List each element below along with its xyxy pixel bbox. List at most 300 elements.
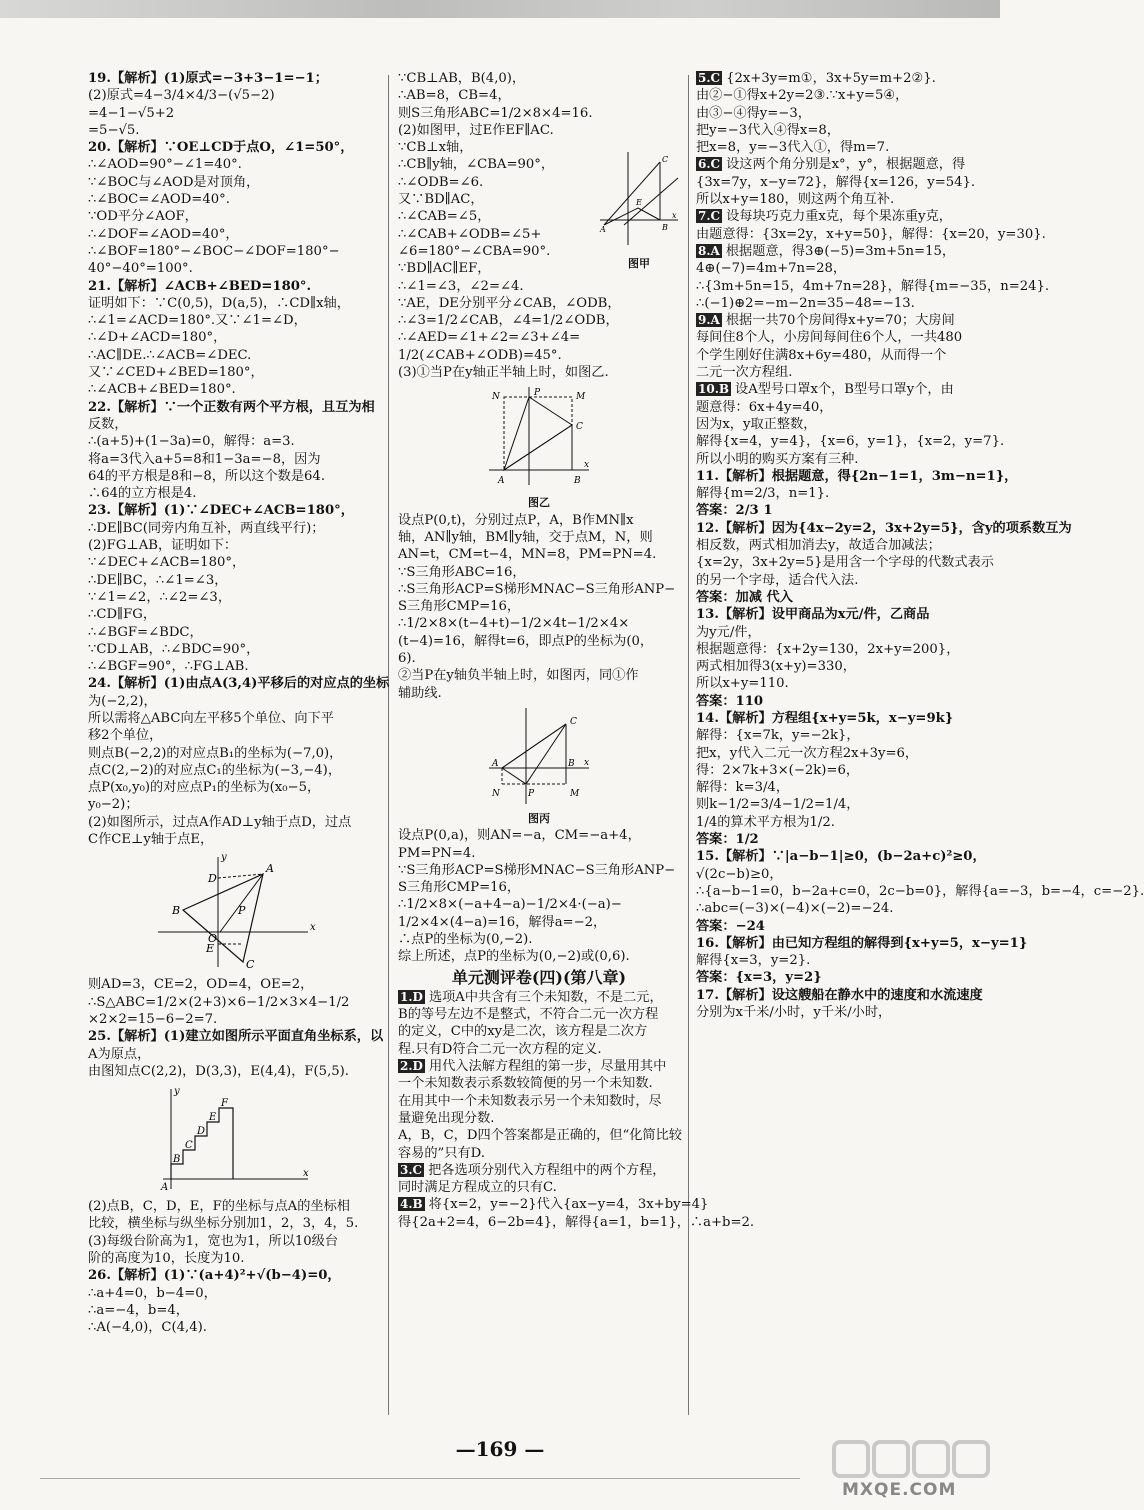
line-text: ∴∠BOF=180°−∠BOC−∠DOF=180°− <box>88 243 340 259</box>
text-line <box>696 312 986 329</box>
text-line <box>88 191 378 208</box>
text-line <box>696 727 986 744</box>
text-line <box>88 433 378 450</box>
line-text: 在用其中一个未知数表示另一个未知数时，尽 <box>398 1093 662 1109</box>
line-text: 11.【解析】根据题意，得{2n−1=1，3m−n=1}， <box>696 468 1018 484</box>
text-line <box>88 451 378 468</box>
line-text: ∴(a+5)+(1−3a)=0，解得：a=3. <box>88 434 295 450</box>
line-text: ∴∠3=1/2∠CAB，∠4=1/2∠ODB， <box>398 313 619 329</box>
line-text: 将{x=2，y=−2}代入{ax−y=4，3x+by=4} <box>428 1197 709 1213</box>
line-text: 根据题意得：{x+2y=130，2x+y=200}， <box>696 641 960 657</box>
line-text: ∵CB⊥x轴， <box>398 140 473 156</box>
text-line <box>398 546 680 563</box>
line-text: ∴∠ACB+∠BED=180°. <box>88 382 236 398</box>
line-text: 1/2×4×(4−a)=16，解得a=−2， <box>398 914 607 930</box>
line-text: B的等号左边不是整式，不符合二元一次方程 <box>398 1007 659 1023</box>
line-text: (t−4)=16，解得t=6，即点P的坐标为(0， <box>398 633 654 649</box>
text-line <box>88 762 378 779</box>
text-line <box>398 1110 680 1127</box>
line-text: =5−√5. <box>88 122 140 138</box>
figure-staircase <box>153 1084 313 1194</box>
answer-tag: 7.C <box>698 209 721 224</box>
col2-lines-c <box>398 827 680 965</box>
line-text: AN=t，CM=t−4，MN=8，PM=PN=4. <box>398 547 657 563</box>
line-text: ∴64的立方根是4. <box>88 486 197 502</box>
text-line <box>398 879 680 896</box>
col1-lines-c <box>88 1198 378 1336</box>
line-text: ∵AE，DE分别平分∠CAB，∠ODB， <box>398 295 621 311</box>
answer-tag: 4.B <box>400 1197 423 1212</box>
line-text: ∴∠BGF=∠BDC， <box>88 624 203 640</box>
text-line <box>88 156 378 173</box>
line-text: ∴点P的坐标为(0,−2). <box>398 931 533 947</box>
text-line <box>88 976 378 993</box>
text-line <box>398 1023 680 1040</box>
answer-tag: 1.D <box>400 989 423 1004</box>
svg-text:C: C <box>185 1140 193 1152</box>
section-title: 单元测评卷(四)(第八章) <box>451 967 627 987</box>
bottom-rule <box>40 1478 800 1479</box>
text-line <box>398 1162 680 1179</box>
line-text: 因为x，y取正整数， <box>696 416 817 432</box>
line-text: 14.【解析】方程组{x+y=5k，x−y=9k} <box>696 710 954 726</box>
figure-bing-caption: 图丙 <box>528 811 550 825</box>
text-line <box>88 468 378 485</box>
line-text: 则点B(−2,2)的对应点B₁的坐标为(−7,0)， <box>88 745 343 761</box>
text-line <box>398 156 598 173</box>
line-text: 综上所述，点P的坐标为(0,−2)或(0,6). <box>398 949 630 965</box>
text-line <box>398 1075 680 1092</box>
text-line <box>696 70 986 87</box>
text-line <box>88 675 390 692</box>
svg-text:P: P <box>238 904 246 918</box>
text-line <box>88 1302 378 1319</box>
text-line <box>88 1028 384 1045</box>
text-line <box>88 329 378 346</box>
line-text: 选项A中共含有三个未知数，不是二元， <box>428 989 663 1005</box>
line-text: 阶的高度为10，长度为10. <box>88 1251 245 1267</box>
text-line <box>88 174 378 191</box>
line-text: 则S三角形ABC=1/2×8×4=16. <box>398 105 593 121</box>
text-line <box>398 278 598 295</box>
line-text: A，B，C，D四个答案都是正确的，但“化简比较 <box>398 1128 682 1144</box>
svg-text:y: y <box>174 1086 180 1098</box>
line-text: =4−1−√5+2 <box>88 105 175 121</box>
text-line <box>398 667 680 684</box>
svg-text:C: C <box>246 958 255 972</box>
line-text: 为y元/件， <box>696 624 761 640</box>
line-text: 二元一次方程组. <box>696 365 793 381</box>
text-line <box>88 1011 378 1028</box>
text-line <box>88 589 378 606</box>
text-line <box>88 624 378 641</box>
answer-column-3 <box>696 70 1144 1021</box>
line-text: 把各选项分别代入方程组中的两个方程， <box>428 1162 666 1178</box>
line-text: 个学生刚好住满8x+6y=480，从而得一个 <box>696 347 947 363</box>
line-text: 21.【解析】∠ACB+∠BED=180°. <box>88 278 312 294</box>
line-text: S三角形CMP=16， <box>398 880 521 896</box>
line-text: 设这两个角分别是x°，y°，根据题意，得 <box>726 157 966 173</box>
text-line <box>398 564 680 581</box>
text-line <box>696 329 986 346</box>
line-text: 解得{x=4，y=4}，{x=6，y=1}，{x=2，y=7}. <box>696 434 1005 450</box>
line-text: 1/4的算术平方根为1/2. <box>696 814 835 830</box>
svg-text:x: x <box>584 757 590 768</box>
text-line <box>696 814 986 831</box>
line-text: ∠6=180°−∠CBA=90°. <box>398 243 551 259</box>
text-line <box>88 1063 378 1080</box>
text-line <box>398 70 598 87</box>
line-text: 轴，AN∥y轴，BM∥y轴，交于点M，N，则 <box>398 529 653 545</box>
text-line <box>696 295 986 312</box>
text-line <box>398 598 680 615</box>
line-text: ∴(−1)⊕2=−m−2n=35−48=−13. <box>696 295 915 311</box>
svg-text:N: N <box>492 392 500 403</box>
svg-text:B: B <box>568 758 575 769</box>
line-text: 答案：加减 代入 <box>696 589 793 605</box>
text-line <box>398 243 598 260</box>
line-text: 将a=3代入a+5=8和1−3a=−8，因为 <box>88 451 321 467</box>
line-text: 相反数，两式相加消去y，故适合加减法； <box>696 538 941 554</box>
answer-tag: 6.C <box>698 157 721 172</box>
line-text: ∵S三角形ABC=16， <box>398 564 526 580</box>
line-text: ∵OD平分∠AOF， <box>88 209 198 225</box>
figure-triangle-abc <box>148 852 318 972</box>
text-line <box>398 312 619 329</box>
text-line <box>398 1196 709 1213</box>
line-text: 由图知点C(2,2)，D(3,3)，E(4,4)，F(5,5). <box>88 1063 349 1079</box>
text-line <box>696 468 1018 485</box>
text-line <box>88 87 378 104</box>
text-line <box>88 1285 378 1302</box>
svg-text:P: P <box>534 388 541 399</box>
line-text: 40°−40°=100°. <box>88 261 193 277</box>
text-line <box>696 174 986 191</box>
line-text: 19.【解析】(1)原式=−3+3−1=−1； <box>88 71 328 86</box>
line-text: 4⊕(−7)=4m+7n=28， <box>696 261 847 277</box>
answer-tag: 10.B <box>698 382 730 397</box>
text-line <box>88 105 378 122</box>
line-text: C作CE⊥y轴于点E， <box>88 832 214 848</box>
text-line <box>696 381 986 398</box>
text-line <box>696 208 986 225</box>
text-line <box>398 827 680 844</box>
svg-text:A: A <box>600 225 606 234</box>
text-line <box>88 364 378 381</box>
text-line <box>88 312 378 329</box>
line-text: 用代入法解方程组的第一步，尽量用其中 <box>428 1059 667 1075</box>
line-text: ∴a+4=0，b−4=0， <box>88 1285 217 1301</box>
line-text: 每间住8个人，小房间每间住6个人，一共480 <box>696 330 963 346</box>
text-line <box>696 952 986 969</box>
svg-text:O: O <box>208 932 218 946</box>
svg-text:y: y <box>221 852 227 864</box>
line-text: 根据题意，得3⊕(−5)=3m+5n=15， <box>725 243 956 259</box>
text-line <box>88 693 378 710</box>
line-text: 的定义，C中的xy是二次，该方程是二次方 <box>398 1024 648 1040</box>
text-line <box>398 364 609 381</box>
line-text: ∵∠BOC与∠AOD是对顶角， <box>88 174 260 190</box>
line-text: {2x+3y=m①，3x+5y=m+2②}. <box>726 71 936 86</box>
text-line <box>696 87 986 104</box>
text-line <box>88 416 378 433</box>
line-text: 所以x+y=110. <box>696 676 789 692</box>
line-text: (2)点B，C，D，E，F的坐标与点A的坐标相 <box>88 1199 350 1215</box>
text-line <box>398 1145 680 1162</box>
text-line <box>696 745 986 762</box>
line-text: 由题意得：{3x=2y，x+y=50}，解得：{x=20，y=30}. <box>696 226 1046 242</box>
line-text: A为原点， <box>88 1046 151 1062</box>
line-text: 24.【解析】(1)由点A(3,4)平移后的对应点的坐标 <box>88 676 390 692</box>
col2-lines-d <box>398 989 755 1231</box>
text-line <box>696 918 986 935</box>
svg-text:x: x <box>303 1168 309 1180</box>
line-text: ∴∠CAB+∠ODB=∠5+ <box>398 226 542 242</box>
line-text: ∴1/2×8×(−a+4−a)−1/2×4·(−a)− <box>398 897 622 913</box>
line-text: ∴A(−4,0)，C(4,4). <box>88 1320 207 1336</box>
text-line <box>398 685 680 702</box>
line-text: 解得{m=2/3，n=1}. <box>696 486 830 502</box>
svg-text:C: C <box>576 422 583 433</box>
text-line <box>696 779 986 796</box>
line-text: 点C(2,−2)的对应点C₁的坐标为(−3,−4)， <box>88 762 342 778</box>
text-line <box>696 433 1005 450</box>
text-line <box>696 589 986 606</box>
col1-lines-b <box>88 976 384 1080</box>
line-text: 17.【解析】设这艘船在静水中的速度和水流速度 <box>696 987 983 1003</box>
svg-text:P: P <box>528 788 535 799</box>
scan-top-edge <box>0 0 1000 18</box>
text-line <box>398 845 680 862</box>
text-line <box>696 572 986 589</box>
answer-tag: 5.C <box>698 71 721 85</box>
line-text: 则AD=3，CE=2，OD=4，OE=2， <box>88 977 314 993</box>
figure-yi-caption: 图乙 <box>528 496 550 510</box>
line-text: 所以x+y=180，则这两个角互补. <box>696 192 895 208</box>
text-line <box>696 139 986 156</box>
text-line <box>696 226 1046 243</box>
line-text: 的另一个字母，适合代入法. <box>696 572 859 588</box>
line-text: 又∵BD∥AC， <box>398 192 484 208</box>
line-text: ∵S三角形ACP=S梯形MNAC−S三角形ANP− <box>398 862 676 878</box>
line-text: ②当P在y轴负半轴上时，如图丙，同①作 <box>398 668 639 684</box>
text-line <box>88 347 378 364</box>
text-line <box>88 381 378 398</box>
text-line <box>696 969 986 986</box>
svg-text:E: E <box>636 198 642 207</box>
line-text: 13.【解析】设甲商品为x元/件，乙商品 <box>696 607 930 623</box>
line-text: 答案：{x=3，y=2} <box>696 970 822 986</box>
text-line <box>398 1058 680 1075</box>
line-text: ∴{3m+5n=15，4m+7n=28}，解得{m=−35，n=24}. <box>696 278 1050 294</box>
line-text: ∵∠DEC+∠ACB=180°， <box>88 555 246 571</box>
text-line <box>88 295 378 312</box>
line-text: ∴∠1=∠3，∠2=∠4. <box>398 278 524 294</box>
text-line <box>88 1215 378 1232</box>
line-text: 同时满足方程成立的只有C. <box>398 1180 557 1196</box>
text-line <box>398 1127 680 1144</box>
line-text: 程.只有D符合二元一次方程的定义. <box>398 1041 602 1057</box>
line-text: 为(−2,2)， <box>88 693 157 709</box>
line-text: 所以小明的购买方案有三种. <box>696 451 859 467</box>
text-line <box>398 512 680 529</box>
svg-text:x: x <box>310 922 316 934</box>
text-line <box>88 278 378 295</box>
text-line <box>696 243 986 260</box>
text-line <box>696 537 986 554</box>
line-text: ∴S△ABC=1/2×(2+3)×6−1/2×3×4−1/2 <box>88 994 350 1010</box>
answer-tag: 3.C <box>400 1162 423 1177</box>
line-text: 根据一共70个房间得x+y=70；大房间 <box>725 313 955 329</box>
line-text: 解得：{x=7k，y=−2k}， <box>696 728 860 744</box>
text-line <box>398 329 598 346</box>
svg-text:E: E <box>209 1112 217 1124</box>
text-line <box>88 994 378 1011</box>
line-text: ∵BD∥AC∥EF， <box>398 261 491 277</box>
text-line <box>696 278 1050 295</box>
text-line <box>88 1250 378 1267</box>
line-text: 把y=−3代入④得x=8， <box>696 122 840 138</box>
line-text: ∴a=−4，b=4， <box>88 1302 189 1318</box>
line-text: ∴∠AED=∠1+∠2=∠3+∠4= <box>398 330 581 346</box>
line-text: 则k−1/2=3/4−1/2=1/4， <box>696 797 860 813</box>
text-line <box>696 848 986 865</box>
svg-text:C: C <box>570 716 577 727</box>
answer-column-1 <box>88 70 390 1337</box>
line-text: ∴∠D+∠ACD=180°， <box>88 330 227 346</box>
text-line <box>398 226 598 243</box>
svg-text:E: E <box>206 942 215 956</box>
text-line <box>696 831 986 848</box>
svg-text:B: B <box>173 1154 181 1166</box>
line-text: 答案：110 <box>696 693 764 709</box>
line-text: 答案：1/2 <box>696 832 759 848</box>
text-line <box>398 615 680 632</box>
figure-bing <box>484 706 594 806</box>
text-line <box>88 831 378 848</box>
line-text: 设每块巧克力重x克，每个果冻重y克， <box>726 209 952 225</box>
text-line <box>696 105 986 122</box>
line-text: 得{2a+2=4，6−2b=4}，解得{a=1，b=1}，∴a+b=2. <box>398 1214 755 1230</box>
text-line <box>696 451 986 468</box>
line-text: ∴∠AOD=90°−∠1=40°. <box>88 157 242 173</box>
text-line <box>696 485 986 502</box>
text-line <box>88 606 378 623</box>
line-text: S三角形CMP=16， <box>398 599 521 615</box>
line-text: (2)如图甲，过E作EF∥AC. <box>398 122 554 138</box>
text-line <box>398 295 621 312</box>
line-text: 64的平方根是8和−8，所以这个数是64. <box>88 468 326 484</box>
text-line <box>88 745 378 762</box>
line-text: ∴∠ODB=∠6. <box>398 174 484 190</box>
line-text: 20.【解析】∵OE⊥CD于点O，∠1=50°， <box>88 140 354 156</box>
text-line <box>398 862 680 879</box>
text-line <box>398 174 598 191</box>
svg-text:B: B <box>172 904 181 918</box>
line-text: 一个未知数表示系数较简便的另一个未知数. <box>398 1076 653 1092</box>
text-line <box>398 208 598 225</box>
text-line <box>696 883 1144 900</box>
text-line <box>398 948 680 965</box>
line-text: y₀−2)； <box>88 797 139 813</box>
text-line <box>398 1093 680 1110</box>
text-line <box>398 989 680 1006</box>
line-text: {3x=7y，x−y=72}，解得{x=126，y=54}. <box>696 174 976 190</box>
text-line <box>398 191 598 208</box>
line-text: ∴{a−b−1=0，b−2a+c=0，2c−b=0}，解得{a=−3，b=−4，c=−2}. <box>696 883 1144 899</box>
text-line <box>398 87 598 104</box>
svg-text:D: D <box>197 1126 206 1138</box>
line-text: 26.【解析】(1)∵(a+4)²+√(b−4)=0， <box>88 1268 341 1284</box>
line-text: ∴AC∥DE.∴∠ACB=∠DEC. <box>88 347 252 363</box>
line-text: ∵∠1=∠2，∴∠2=∠3， <box>88 589 232 605</box>
line-text: ×2×2=15−6−2=7. <box>88 1011 218 1027</box>
text-line <box>88 520 378 537</box>
col2-lines <box>398 70 621 381</box>
line-text: 16.【解析】由已知方程组的解得到{x+y=5，x−y=1} <box>696 935 1028 951</box>
svg-text:F: F <box>221 1098 228 1110</box>
text-line <box>398 1041 680 1058</box>
text-line <box>696 658 986 675</box>
line-text: 解得：k=3/4， <box>696 780 790 796</box>
text-line <box>398 105 598 122</box>
text-line <box>696 364 986 381</box>
text-line <box>696 866 986 883</box>
line-text: 由③−④得y=−3， <box>696 105 811 121</box>
text-line <box>696 416 986 433</box>
figure-jia <box>598 150 680 250</box>
svg-text:x: x <box>672 211 677 220</box>
line-text: √(2c−b)≥0， <box>696 866 783 882</box>
text-line <box>398 122 598 139</box>
text-line <box>398 650 680 667</box>
line-text: 23.【解析】(1)∵∠DEC+∠ACB=180°， <box>88 503 354 519</box>
line-text: ∴∠1=∠ACD=180°.又∵∠1=∠D， <box>88 313 307 329</box>
page-number: —169 — <box>455 1437 545 1461</box>
text-line <box>398 347 598 364</box>
text-line <box>88 710 378 727</box>
line-text: 25.【解析】(1)建立如图所示平面直角坐标系，以 <box>88 1029 384 1045</box>
text-line <box>88 572 378 589</box>
line-text: ∴∠CAB=∠5， <box>398 209 491 225</box>
text-line <box>398 1214 755 1231</box>
line-text: (3)①当P在y轴正半轴上时，如图乙. <box>398 365 609 381</box>
text-line <box>696 624 986 641</box>
line-text: 答案：−24 <box>696 918 765 934</box>
svg-text:M: M <box>576 392 586 403</box>
line-text: ∴DE∥BC(同旁内角互补，两直线平行)； <box>88 520 325 536</box>
svg-text:A: A <box>161 1182 169 1194</box>
line-text: ∴∠DOF=∠AOD=40°， <box>88 226 239 242</box>
text-line <box>88 485 378 502</box>
text-line <box>398 931 680 948</box>
line-text: 所以需将△ABC向左平移5个单位、向下平 <box>88 710 334 726</box>
col2-lines-b <box>398 512 680 702</box>
text-line <box>696 606 986 623</box>
line-text: 比较，横坐标与纵坐标分别加1，2，3，4，5. <box>88 1216 359 1232</box>
text-line <box>398 581 680 598</box>
svg-text:A: A <box>266 862 274 876</box>
text-line <box>696 987 986 1004</box>
text-line <box>696 156 986 173</box>
svg-text:N: N <box>492 788 500 799</box>
line-text: 由②−①得x+2y=2③.∵x+y=5④， <box>696 88 909 104</box>
line-text: 1/2(∠CAB+∠ODB)=45°. <box>398 347 562 363</box>
line-text: PM=PN=4. <box>398 845 476 861</box>
text-line <box>88 641 378 658</box>
line-text: 点P(x₀,y₀)的对应点P₁的坐标为(x₀−5， <box>88 780 321 796</box>
text-line <box>88 1046 378 1063</box>
